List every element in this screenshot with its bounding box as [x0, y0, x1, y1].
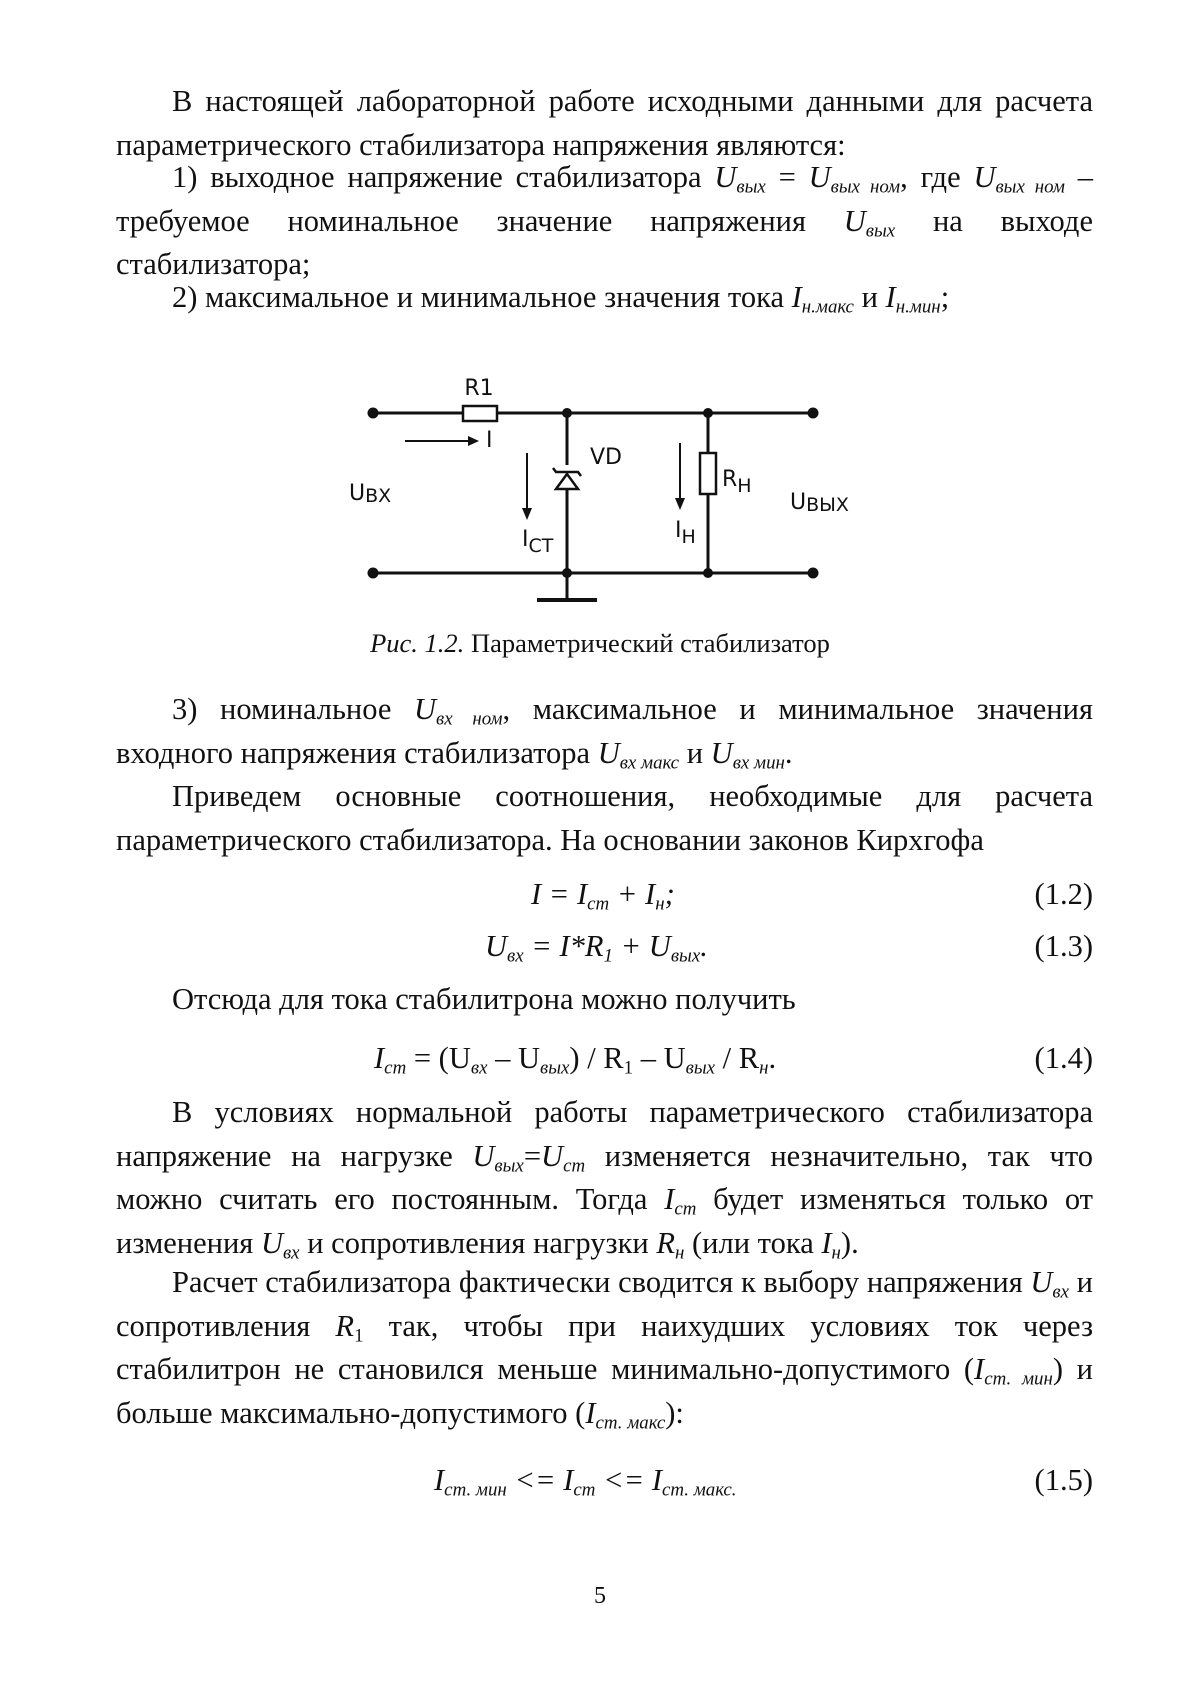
- node-vd-top: [562, 408, 572, 418]
- equation-1-4-expr: $I_{ст} = (U_{вх} - U_{вых}) / R_1 - U_{вых} / R_н$.: [374, 1041, 777, 1079]
- paragraph-calculation: [116, 1261, 1093, 1435]
- paragraph-derive: [116, 978, 1093, 1022]
- label-in: IН: [675, 518, 696, 548]
- terminal-in-bottom: [368, 568, 379, 579]
- label-uvyx: UВЫХ: [790, 490, 849, 516]
- list-item-1-text: 1) выходное напряжение стабилизатора $U_{вых} = U_{вых ном}$, где $U_{вых ном}$ – требуемое номинальное значение напряжения $U_{вых}$ на выходе стабилизатора;: [116, 160, 1094, 281]
- equation-1-4: [116, 1036, 1093, 1080]
- label-vd: VD: [590, 445, 622, 470]
- equation-1-3: [116, 924, 1093, 968]
- list-item-3-text: 3) номинальное $U_{вх ном}$, максимальное и минимальное значения входного напряжения стабилизатора $U_{вх макс}$ и $U_{вх мин}$.: [116, 692, 1093, 773]
- label-uvx: UВХ: [349, 481, 392, 507]
- equation-1-5-number: (1.5): [1034, 1463, 1093, 1497]
- page-number: 5: [594, 1583, 606, 1609]
- figure-caption: Рис. 1.2. Параметрический стабилизатор: [370, 628, 830, 658]
- list-item-3: [116, 688, 1093, 775]
- resistor-rn: [700, 453, 716, 494]
- resistor-r1: [463, 406, 497, 421]
- circuit-diagram: [0, 0, 1200, 640]
- equation-1-2-number: (1.2): [1034, 877, 1093, 911]
- terminal-out-top: [808, 408, 819, 419]
- intro-text: В настоящей лабораторной работе исходными данными для расчета параметрического стабилизатора напряжения являются:: [116, 84, 1093, 162]
- equation-1-2-expr: $I = I_{ст} + I_н$;: [531, 877, 675, 915]
- normal-operation-text: В условиях нормальной работы параметрического стабилизатора напряжение на нагрузке $U_{вых}=U_{ст}$ изменяется незначительно, так что можно считать его постоянным. Тогда $I_{ст}$ будет изменяться только от изменения $U_{вх}$ и сопротивления нагрузки $R_н$ (или тока $I_н$).: [116, 1095, 1094, 1263]
- node-vd-bottom: [562, 568, 572, 578]
- derive-text: Отсюда для тока стабилитрона можно получить: [172, 982, 796, 1016]
- equation-1-5-expr: $I_{ст. мин} <= I_{ст} <= I_{ст. макс.}$: [434, 1463, 737, 1501]
- terminal-in-top: [368, 408, 379, 419]
- node-rn-top: [703, 408, 713, 418]
- equation-1-5: [116, 1458, 1093, 1502]
- calculation-text: Расчет стабилизатора фактически сводится к выбору напряжения $U_{вх}$ и сопротивления $R_1$ так, чтобы при наихудших условиях ток через стабилитрон не становился меньше минимально-допустимого $(I_{ст. мин})$ и больше максимально-допустимого $(I_{ст. макс})$:: [116, 1265, 1093, 1433]
- label-ist: IСТ: [522, 527, 554, 557]
- equation-1-3-expr: $U_{вх} = I*R_1 + U_{вых}$.: [485, 929, 708, 967]
- label-i: I: [486, 428, 493, 453]
- zener-diode-vd: [553, 468, 581, 489]
- label-r1: R1: [464, 376, 494, 401]
- paragraph-relations: [116, 775, 1093, 862]
- relations-text: Приведем основные соотношения, необходимые для расчета параметрического стабилизатора. На основании законов Кирхгофа: [116, 779, 1093, 857]
- paragraph-normal-operation: [116, 1091, 1093, 1265]
- equation-1-3-number: (1.3): [1034, 929, 1093, 963]
- label-rn: RН: [722, 467, 752, 497]
- list-item-2-text: 2) максимальное и минимальное значения тока $I_{н.макс}$ и $I_{н.мин}$;: [172, 280, 950, 318]
- node-rn-bottom: [703, 568, 713, 578]
- terminal-out-bottom: [808, 568, 819, 579]
- equation-1-4-number: (1.4): [1034, 1041, 1093, 1075]
- equation-1-2: [116, 872, 1093, 916]
